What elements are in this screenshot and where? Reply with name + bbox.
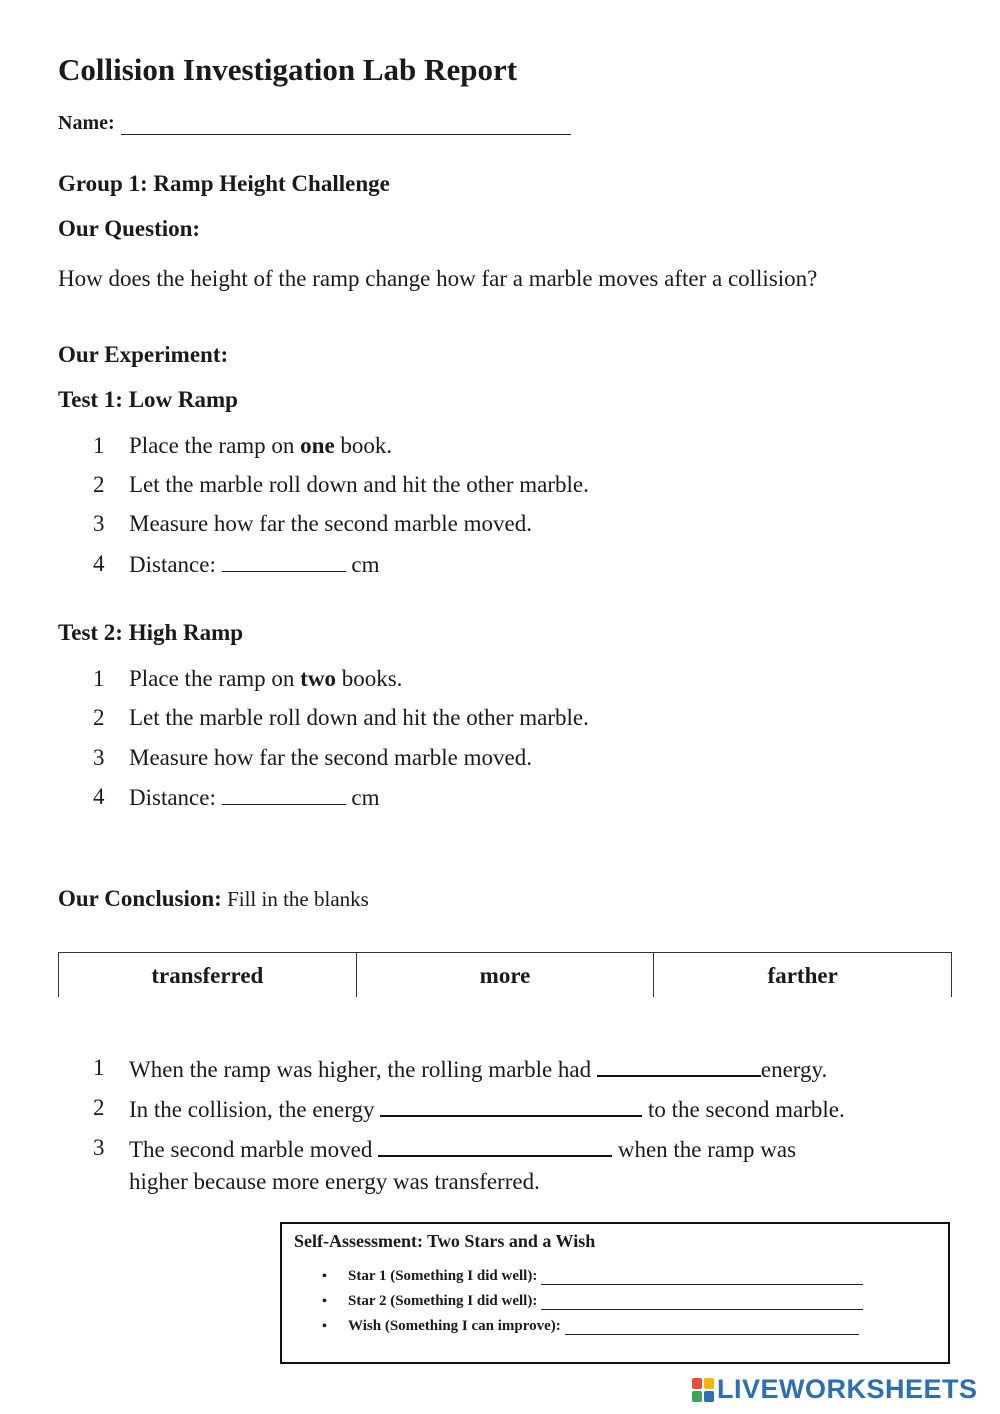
blank-answer-1[interactable] [597,1055,761,1077]
sentence-continuation: higher because more energy was transferred. [129,1169,540,1194]
star2-input-line[interactable] [541,1295,863,1310]
test2-step [93,666,402,692]
name-row [58,112,571,135]
blank-answer-2[interactable] [380,1095,642,1117]
step-number: 4 [93,784,105,809]
step-number: 2 [93,705,105,730]
step-text: Distance: cm [129,552,380,577]
test1-step [93,472,589,498]
logo-text: LIVEWORKSHEETS [717,1374,978,1404]
sentence-text: The second marble moved when the ramp was [129,1137,797,1162]
step-text: Place the ramp on one book. [129,433,393,458]
bullet: • [322,1319,327,1334]
conclusion-sentence [93,1095,845,1123]
test2-step [93,784,379,811]
conclusion-instruction: Fill in the blanks [221,887,369,911]
self-assessment-item [322,1318,859,1335]
self-assessment-box [280,1222,950,1364]
conclusion-heading: Our Conclusion: Fill in the blanks [58,886,369,911]
conclusion-sentence [93,1055,827,1083]
word-bank-item[interactable]: more [356,953,654,997]
experiment-heading: Our Experiment: [58,342,229,367]
test1-step [93,551,379,578]
step-number: 1 [93,666,105,691]
sentence-number: 3 [93,1135,105,1160]
test1-step [93,433,392,459]
name-input-line[interactable] [121,114,571,135]
sentence-text: When the ramp was higher, the rolling marble had energy. [129,1057,828,1082]
conclusion-sentence [93,1135,796,1163]
distance-blank-test2[interactable] [222,784,346,805]
step-text: Distance: cm [129,785,380,810]
test2-step [93,745,532,771]
bullet: • [322,1294,327,1309]
test2-heading: Test 2: High Ramp [58,620,244,645]
page-title: Collision Investigation Lab Report [58,52,518,87]
word-bank [58,952,952,997]
name-label: Name: [58,112,115,134]
logo-icon [692,1378,714,1402]
sentence-number: 2 [93,1095,105,1120]
distance-blank-test1[interactable] [222,551,346,572]
sentence-number: 1 [93,1055,105,1080]
step-text: Let the marble roll down and hit the other marble. [129,472,589,497]
test1-heading: Test 1: Low Ramp [58,387,238,412]
step-number: 4 [93,551,105,576]
bullet: • [322,1269,327,1284]
step-text: Place the ramp on two books. [129,666,403,691]
liveworksheets-logo [692,1374,978,1405]
self-assessment-title: Self-Assessment: Two Stars and a Wish [294,1231,596,1251]
step-text: Measure how far the second marble moved. [129,745,532,770]
test2-step [93,705,589,731]
item-label: Wish (Something I can improve): [348,1318,561,1334]
word-bank-item[interactable]: farther [653,953,951,997]
group-heading: Group 1: Ramp Height Challenge [58,171,390,196]
step-text: Measure how far the second marble moved. [129,511,532,536]
step-number: 3 [93,511,105,536]
sentence-text: In the collision, the energy to the second marble. [129,1097,845,1122]
self-assessment-item [322,1268,863,1285]
step-number: 1 [93,433,105,458]
item-label: Star 2 (Something I did well): [348,1293,538,1309]
question-text: How does the height of the ramp change how far a marble moves after a collision? [58,266,818,291]
step-number: 2 [93,472,105,497]
blank-answer-3[interactable] [378,1135,612,1157]
test1-step [93,511,532,537]
star1-input-line[interactable] [541,1270,863,1285]
step-text: Let the marble roll down and hit the other marble. [129,705,589,730]
item-label: Star 1 (Something I did well): [348,1268,538,1284]
step-number: 3 [93,745,105,770]
word-bank-item[interactable]: transferred [151,963,264,988]
question-heading: Our Question: [58,216,201,241]
wish-input-line[interactable] [565,1320,859,1335]
self-assessment-item [322,1293,863,1310]
